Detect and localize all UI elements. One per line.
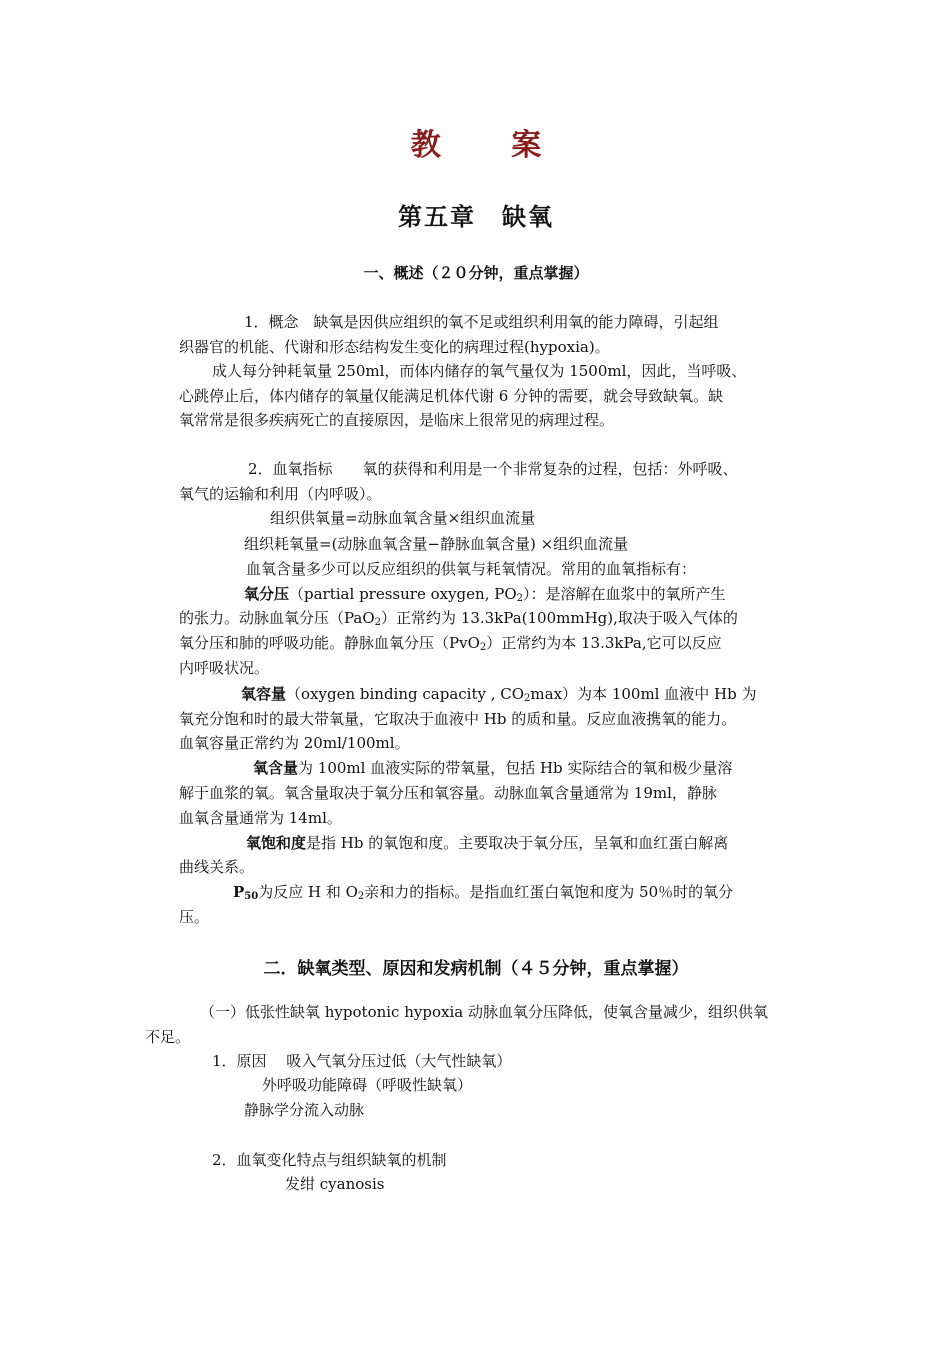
cyanosis-line: 发绀 cyanosis: [285, 1175, 385, 1193]
p50-line-1: $P_{50}$为反应 H 和 $O_2$亲和力的指标。是指血红蛋白氧饱和度为 50％时的氧分: [233, 883, 734, 902]
p50-term: P: [233, 883, 245, 901]
concept-line-5: 氧常常是很多疾病死亡的直接原因，是临床上很常见的病理过程。: [179, 411, 615, 429]
content-line-1: 氧含量为 100ml 血液实际的带氧量，包括 Hb 实际结合的氧和极少量溶: [253, 759, 733, 777]
capacity-line-3: 血氧容量正常约为 20ml/100ml。: [179, 734, 410, 752]
consumption-formula: 组织耗氧量=(动脉血氧含量−静脉血氧含量) ×组织血流量: [244, 535, 629, 553]
capacity-line-2: 氧充分饱和时的最大带氧量，它取决于血液中 Hb 的质和量。反应血液携氧的能力。: [179, 710, 737, 728]
capacity-line-1: 氧容量（oxygen binding capacity , $CO_2\max$）为本 100ml 血液中 Hb 为: [241, 685, 757, 704]
po2-line-2: 的张力。动脉血氧分压（PaO$_2$）正常约为 13.3kPa(100mmHg),取决于吸入气体的: [179, 609, 738, 628]
blood-oxygen-line-1: 2．血氧指标 氧的获得和利用是一个非常复杂的过程，包括：外呼吸、: [248, 460, 738, 478]
p50-line-2: 压。: [179, 908, 210, 926]
feature-line: 2．血氧变化特点与组织缺氧的机制: [212, 1151, 447, 1169]
cause-line-2: 外呼吸功能障碍（呼吸性缺氧）: [262, 1076, 473, 1094]
cause-line-3: 静脉学分流入动脉: [244, 1101, 365, 1119]
supply-formula: 组织供氧量=动脉血氧含量×组织血流量: [270, 509, 536, 527]
saturation-line-1: 氧饱和度是指 Hb 的氧饱和度。主要取决于氧分压，呈氧和血红蛋白解离: [246, 834, 729, 852]
concept-line-3: 成人每分钟耗氧量 250ml，而体内储存的氧气量仅为 1500ml，因此，当呼吸、: [212, 362, 747, 380]
po2-line-1: 氧分压（partial pressure oxygen, $PO_2$）：是溶解在血浆中的氧所产生: [244, 585, 726, 604]
hypotonic-line-1: （一）低张性缺氧 hypotonic hypoxia 动脉血氧分压降低，使氧含量减少，组织供氧: [200, 1003, 768, 1021]
document-title: 教 案: [410, 128, 572, 163]
saturation-line-2: 曲线关系。: [179, 858, 255, 876]
concept-line-4: 心跳停止后，体内储存的氧量仅能满足机体代谢 6 分钟的需要，就会导致缺氧。缺: [179, 387, 724, 405]
saturation-term: 氧饱和度: [246, 834, 307, 852]
content-line-3: 血氧含量通常为 14ml。: [179, 809, 342, 827]
blood-oxygen-line-2: 氧气的运输和利用（内呼吸）。: [179, 485, 382, 503]
chapter-heading: 第五章 缺氧: [398, 202, 554, 231]
cause-line-1: 1．原因 吸入气氧分压过低（大气性缺氧）: [212, 1052, 512, 1070]
hypotonic-line-2: 不足。: [145, 1028, 191, 1046]
po2-term: 氧分压: [244, 585, 290, 603]
content-line-2: 解于血浆的氧。氧含量取决于氧分压和氧容量。动脉血氧含量通常为 19ml，静脉: [179, 784, 717, 802]
capacity-term: 氧容量: [241, 685, 287, 703]
concept-line-2: 织器官的机能、代谢和形态结构发生变化的病理过程(hypoxia)。: [179, 338, 610, 356]
content-term: 氧含量: [253, 759, 299, 777]
blood-oxygen-line-5: 血氧含量多少可以反应组织的供氧与耗氧情况。常用的血氧指标有：: [246, 560, 697, 578]
section-heading-types: 二．缺氧类型、原因和发病机制（４５分钟，重点掌握）: [263, 959, 689, 979]
po2-line-4: 内呼吸状况。: [179, 659, 270, 677]
po2-line-3: 氧分压和肺的呼吸功能。静脉血氧分压（PvO$_2$）正常约为本 13.3kPa,它可以反应: [179, 634, 722, 653]
section-heading-overview: 一、概述（２０分钟，重点掌握）: [363, 264, 589, 282]
concept-line-1: 1．概念 缺氧是因供应组织的氧不足或组织利用氧的能力障碍，引起组: [244, 313, 719, 331]
